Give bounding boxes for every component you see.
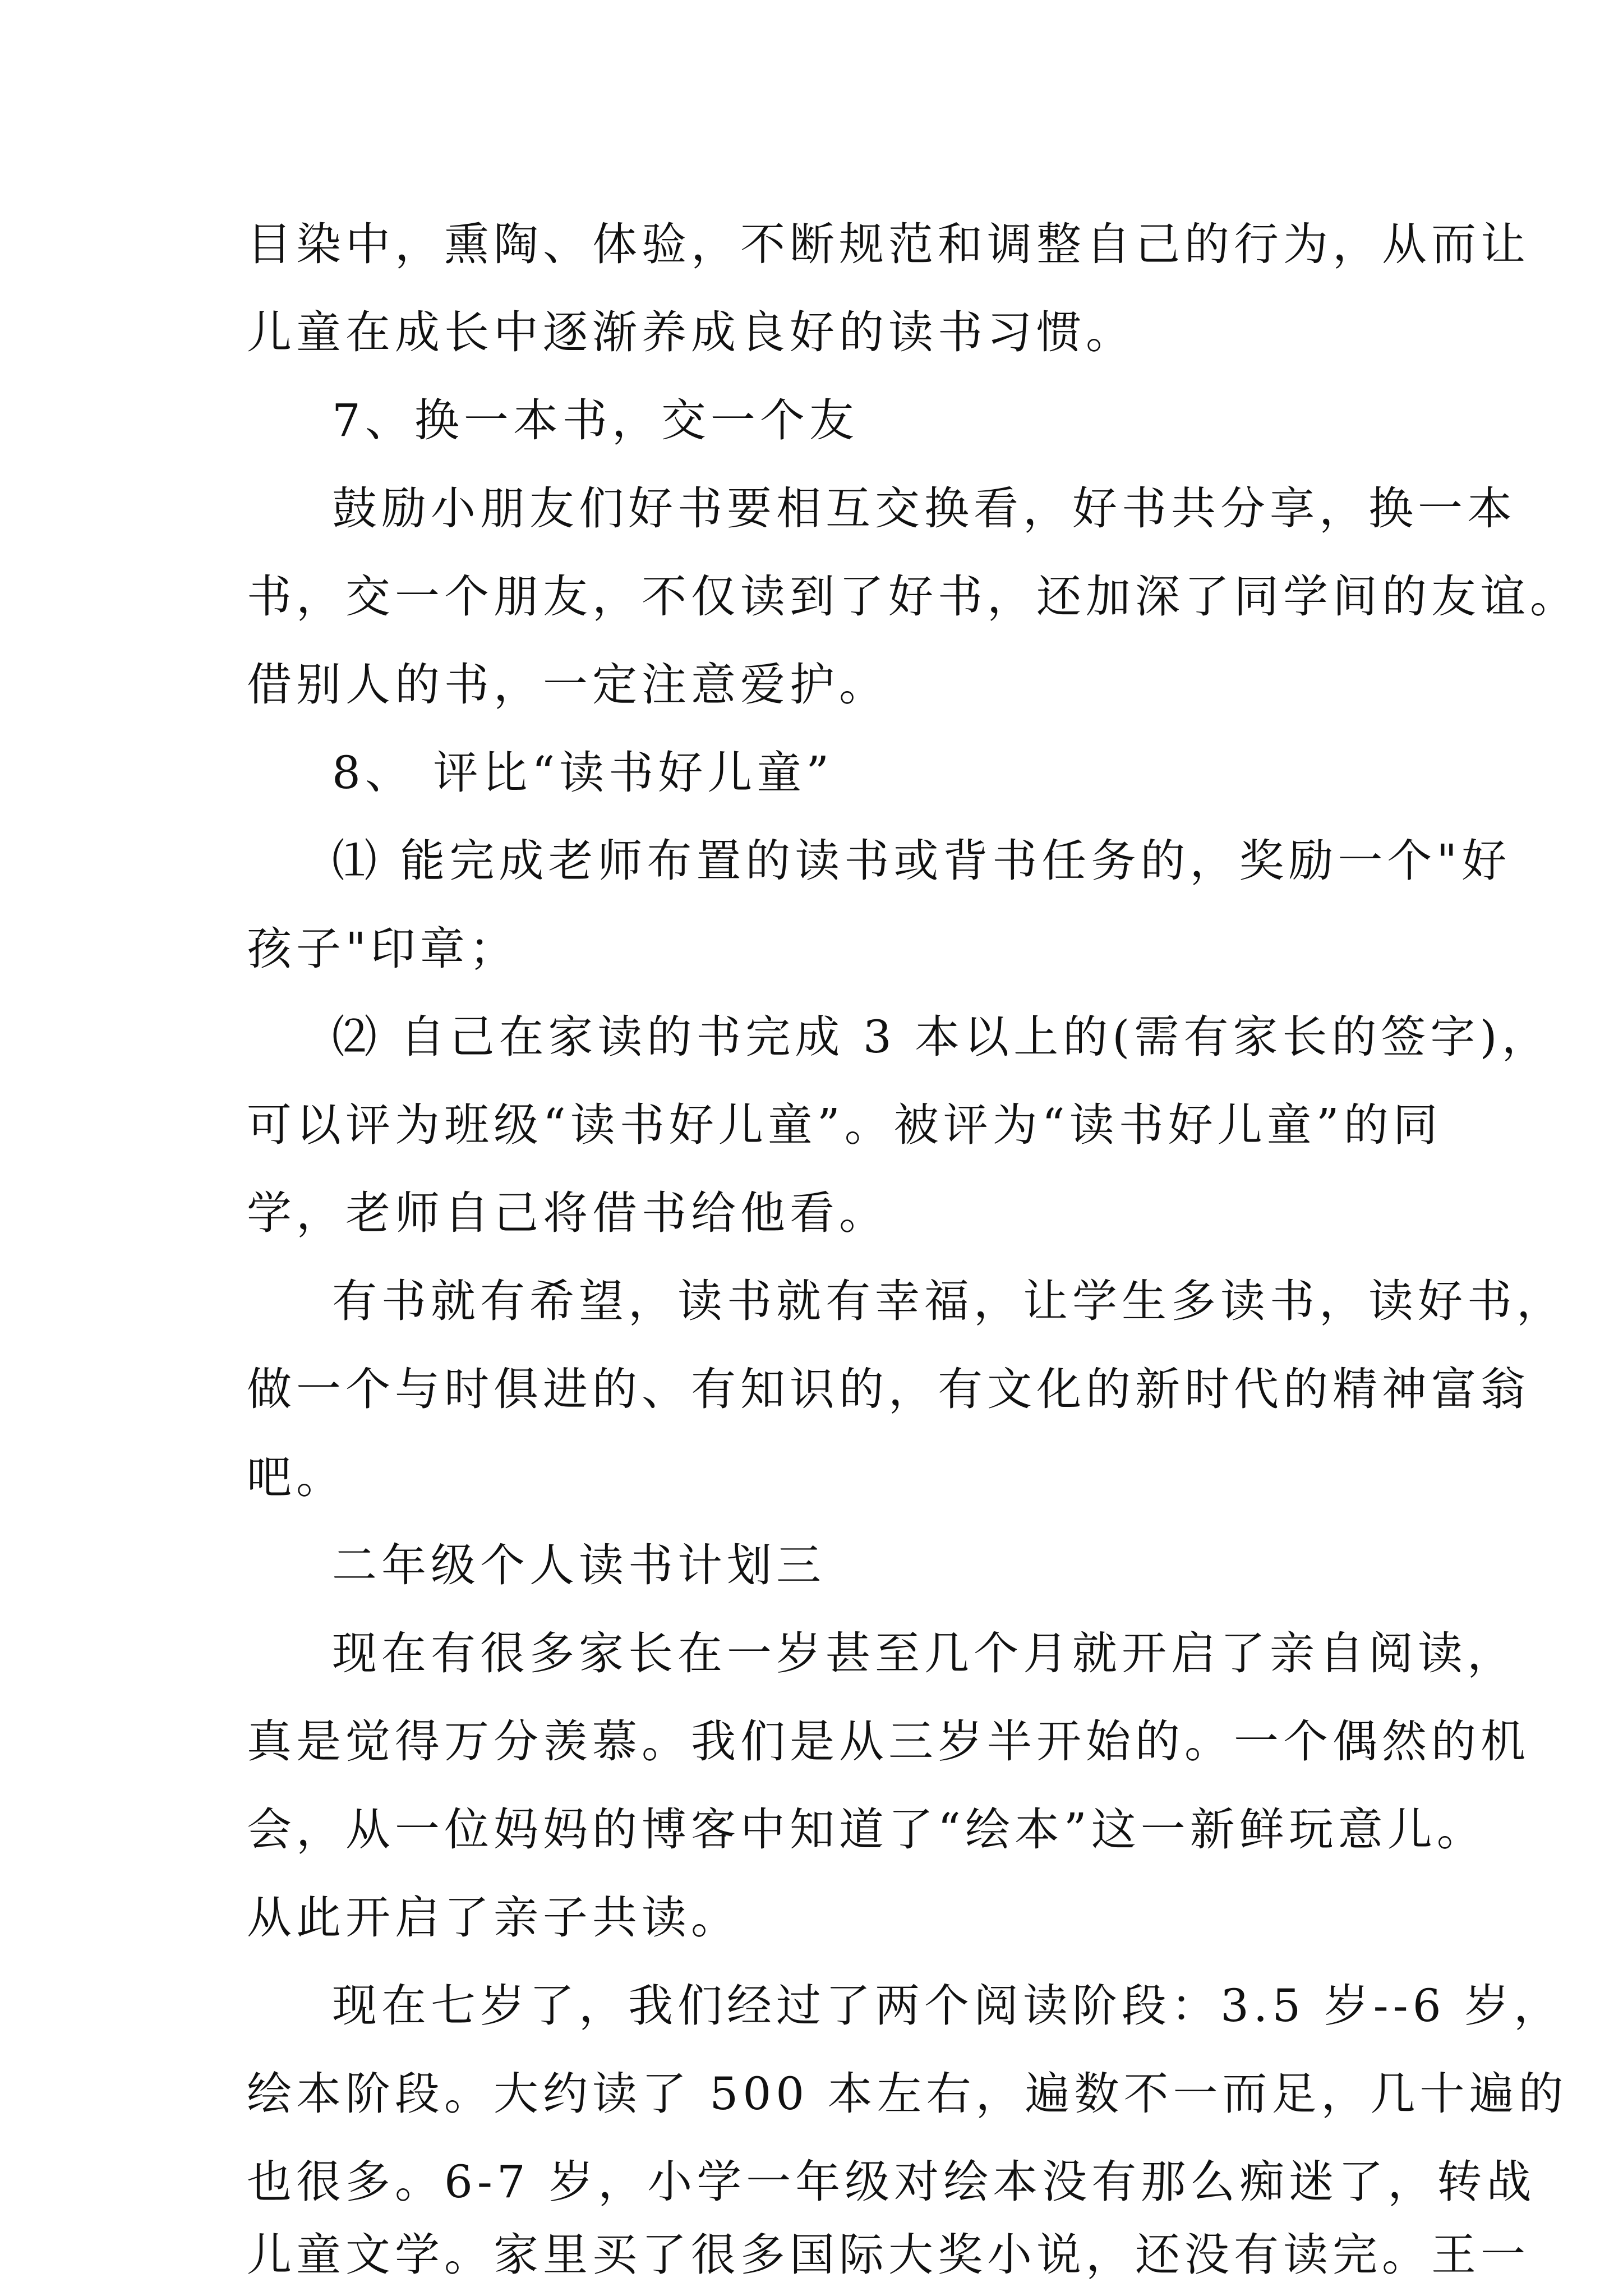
list-item: ⑴ 能完成老师布置的读书或背书任务的，奖励一个"好 <box>332 835 1511 887</box>
text-line: 儿童在成长中逐渐养成良好的读书习惯。 <box>247 306 1135 358</box>
list-item: ⑵ 自己在家读的书完成 3 本以上的(需有家长的签字)， <box>332 1011 1551 1063</box>
text-line: 目染中，熏陶、体验，不断规范和调整自己的行为，从而让 <box>247 218 1530 270</box>
text-line: 也很多。6-7 岁，小学一年级对绘本没有那么痴迷了，转战 <box>247 2156 1536 2208</box>
text-line: 吧。 <box>247 1451 345 1503</box>
section-heading: 7、换一本书，交一个友 <box>332 394 859 447</box>
text-line: 有书就有希望，读书就有幸福，让学生多读书，读好书， <box>332 1275 1566 1327</box>
text-line: 可以评为班级“读书好儿童”。被评为“读书好儿童”的同 <box>247 1099 1442 1151</box>
text-line: 现在有很多家长在一岁甚至几个月就开启了亲自阅读， <box>332 1627 1516 1680</box>
section-heading: 8、 评比“读书好儿童” <box>332 747 834 799</box>
text-line: 儿童文学。家里买了很多国际大奖小说，还没有读完。王一 <box>247 2229 1530 2281</box>
text-line: 现在七岁了，我们经过了两个阅读阶段：3.5 岁--6 岁， <box>332 1980 1564 2032</box>
text-line: 书，交一个朋友，不仅读到了好书，还加深了同学间的友谊。 <box>247 570 1579 623</box>
text-line: 孩子"印章； <box>247 923 519 975</box>
text-line: 真是觉得万分羡慕。我们是从三岁半开始的。一个偶然的机 <box>247 1715 1530 1768</box>
section-heading: 二年级个人读书计划三 <box>332 1539 826 1591</box>
text-line: 绘本阶段。大约读了 500 本左右，遍数不一而足，几十遍的 <box>247 2068 1568 2120</box>
text-line: 借别人的书，一定注意爱护。 <box>247 659 888 711</box>
text-line: 做一个与时俱进的、有知识的，有文化的新时代的精神富翁 <box>247 1363 1530 1415</box>
text-line: 会，从一位妈妈的博客中知道了“绘本”这一新鲜玩意儿。 <box>247 1803 1486 1856</box>
text-line: 从此开启了亲子共读。 <box>247 1892 740 1944</box>
text-line: 学，老师自己将借书给他看。 <box>247 1187 888 1239</box>
text-line: 鼓励小朋友们好书要相互交换看，好书共分享，换一本 <box>332 482 1516 535</box>
